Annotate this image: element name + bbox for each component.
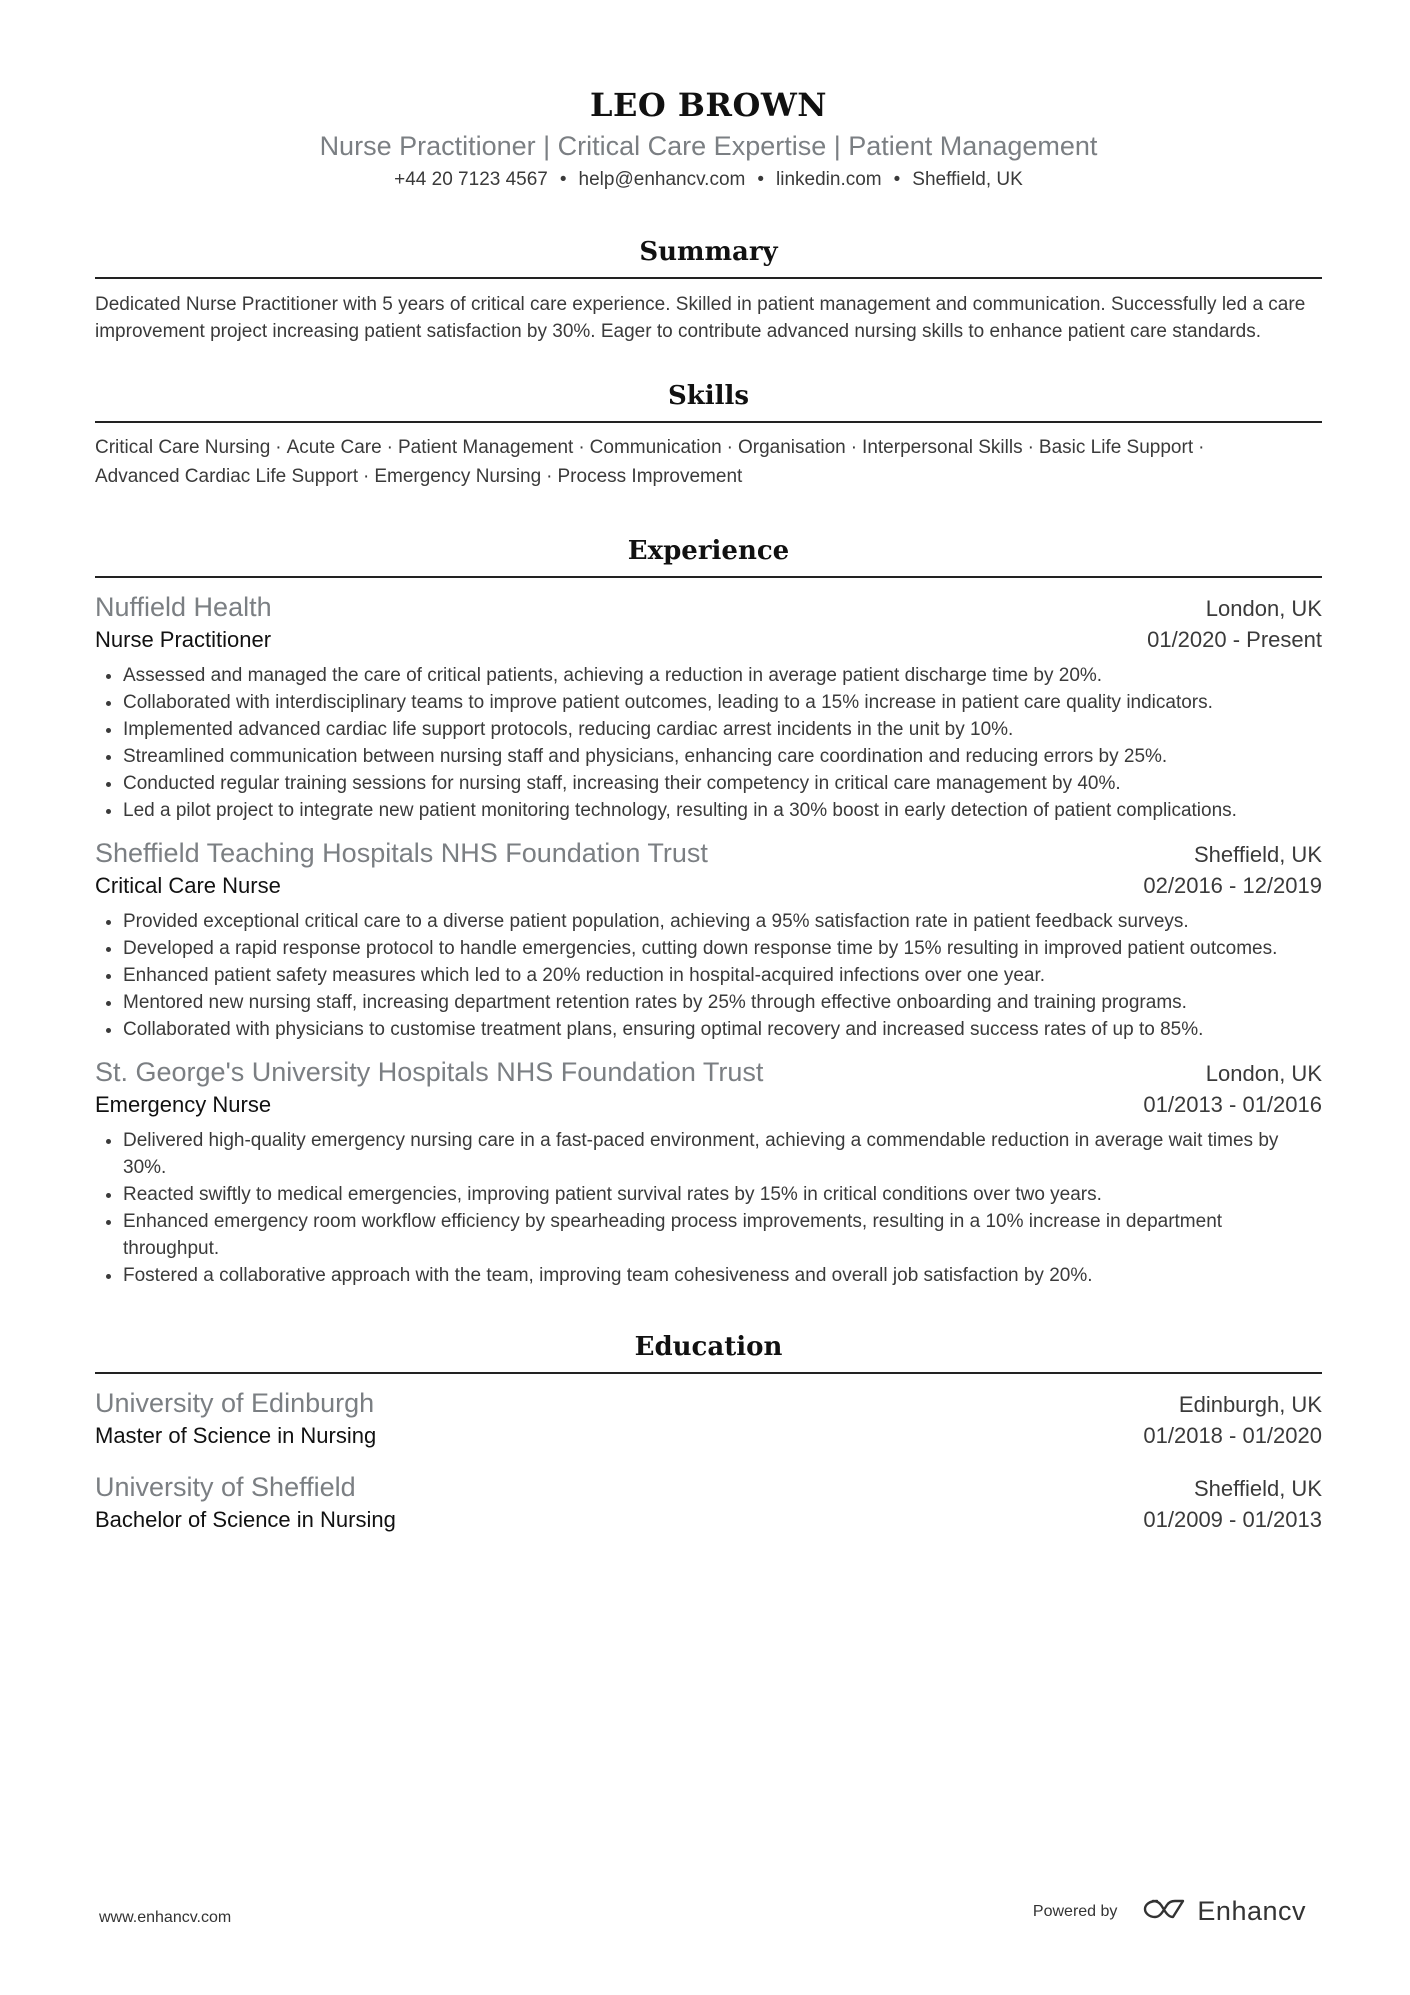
skill-separator: · bbox=[726, 437, 733, 458]
skill-separator: · bbox=[1027, 437, 1034, 458]
skills-list bbox=[95, 433, 1322, 491]
job-role-row bbox=[95, 1089, 1322, 1121]
candidate-name: LEO BROWN bbox=[589, 86, 828, 124]
school-location: Sheffield, UK bbox=[1193, 1476, 1322, 1501]
resume-header bbox=[95, 0, 1322, 192]
skills-section bbox=[95, 380, 1322, 491]
skill-separator: · bbox=[850, 437, 858, 458]
school-location: Edinburgh, UK bbox=[1178, 1392, 1322, 1417]
job-bullet: • Enhanced patient safety measures which led to a 20% reduction in hospital-acquired infections over one year. bbox=[123, 962, 1322, 989]
degree-name: Master of Science in Nursing bbox=[95, 1423, 377, 1448]
job-bullet: • Mentored new nursing staff, increasing department retention rates by 25% through effective onboarding and training programs. bbox=[123, 989, 1322, 1016]
school-name: University of Edinburgh bbox=[95, 1388, 375, 1418]
job-entry bbox=[95, 1055, 1322, 1289]
phone: +44 20 7123 4567 bbox=[394, 169, 548, 190]
job-header-row bbox=[95, 590, 1322, 624]
education-header-row bbox=[95, 1386, 1322, 1420]
job-bullets bbox=[95, 1127, 1322, 1289]
education-dates: 01/2018 - 01/2020 bbox=[1143, 1423, 1322, 1448]
education-entry bbox=[95, 1386, 1322, 1452]
email-link[interactable]: help@enhancv.com bbox=[578, 169, 746, 190]
job-bullet: • Implemented advanced cardiac life support protocols, reducing cardiac arrest incidents in the unit by 10%. bbox=[123, 716, 1322, 743]
job-bullet: • Collaborated with interdisciplinary teams to improve patient outcomes, leading to a 15% increase in patient care quality indicators. bbox=[123, 689, 1322, 716]
education-degree-row bbox=[95, 1504, 1322, 1536]
job-dates: 02/2016 - 12/2019 bbox=[1143, 873, 1322, 898]
experience-section bbox=[95, 535, 1322, 1289]
skill-item: Basic Life Support bbox=[1038, 437, 1194, 458]
school-name: University of Sheffield bbox=[95, 1472, 356, 1502]
job-bullet: • Provided exceptional critical care to a diverse patient population, achieving a 95% satisfaction rate in patient feedback surveys. bbox=[123, 908, 1322, 935]
job-role-row bbox=[95, 870, 1322, 902]
section-divider bbox=[95, 576, 1322, 578]
company-name: Sheffield Teaching Hospitals NHS Foundation Trust bbox=[95, 838, 708, 868]
company-name: Nuffield Health bbox=[95, 592, 272, 622]
job-role-row bbox=[95, 624, 1322, 656]
job-bullets bbox=[95, 908, 1322, 1043]
resume-page bbox=[95, 0, 1322, 1536]
job-role: Critical Care Nurse bbox=[95, 873, 281, 898]
job-bullet: • Delivered high-quality emergency nursing care in a fast-paced environment, achieving a commendable reduction in average wait times by 30%. bbox=[123, 1127, 1322, 1181]
skill-item: Interpersonal Skills bbox=[862, 437, 1023, 458]
section-title-summary: Summary bbox=[639, 237, 778, 267]
company-name: St. George's University Hospitals NHS Foundation Trust bbox=[95, 1057, 764, 1087]
job-location: London, UK bbox=[1205, 596, 1322, 621]
skill-item: Organisation bbox=[737, 437, 846, 458]
job-bullet: • Developed a rapid response protocol to handle emergencies, cutting down response time by 15% resulting in improved patient outcomes. bbox=[123, 935, 1322, 962]
skill-item: Communication bbox=[589, 437, 722, 458]
footer-website-link[interactable]: www.enhancv.com bbox=[99, 1909, 232, 1926]
skill-item: Advanced Cardiac Life Support bbox=[95, 466, 358, 487]
footer-branding bbox=[1033, 1896, 1306, 1927]
education-section bbox=[95, 1331, 1322, 1536]
job-bullet: • Reacted swiftly to medical emergencies, improving patient survival rates by 15% in critical conditions over two years. bbox=[123, 1181, 1322, 1208]
job-entry bbox=[95, 590, 1322, 824]
skill-item: Emergency Nursing bbox=[374, 466, 542, 487]
skill-separator: · bbox=[1198, 437, 1205, 458]
enhancv-logo-icon bbox=[1143, 1897, 1189, 1926]
linkedin-link[interactable]: linkedin.com bbox=[776, 169, 882, 190]
job-location: London, UK bbox=[1205, 1061, 1322, 1086]
skill-item: Acute Care bbox=[286, 437, 382, 458]
separator-dot: • bbox=[559, 169, 567, 190]
job-bullet: • Streamlined communication between nursing staff and physicians, enhancing care coordination and reducing errors by 25%. bbox=[123, 743, 1322, 770]
section-title-skills: Skills bbox=[667, 381, 750, 411]
section-divider bbox=[95, 421, 1322, 423]
job-bullet: • Led a pilot project to integrate new patient monitoring technology, resulting in a 30% boost in early detection of patient complications. bbox=[123, 797, 1322, 824]
brand-name: Enhancv bbox=[1197, 1896, 1306, 1926]
location: Sheffield, UK bbox=[912, 169, 1023, 190]
separator-dot: • bbox=[757, 169, 765, 190]
job-entry bbox=[95, 836, 1322, 1043]
education-dates: 01/2009 - 01/2013 bbox=[1143, 1507, 1322, 1532]
skill-item: Critical Care Nursing bbox=[95, 437, 271, 458]
skill-separator: · bbox=[546, 466, 553, 487]
job-bullet: • Enhanced emergency room workflow efficiency by spearheading process improvements, resulting in a 10% increase in department throughput. bbox=[123, 1208, 1322, 1262]
job-bullets bbox=[95, 662, 1322, 824]
degree-name: Bachelor of Science in Nursing bbox=[95, 1507, 396, 1532]
education-header-row bbox=[95, 1470, 1322, 1504]
summary-section bbox=[95, 236, 1322, 345]
skill-separator: · bbox=[578, 437, 585, 458]
job-bullet: • Collaborated with physicians to customise treatment plans, ensuring optimal recovery and increased success rates of up to 85%. bbox=[123, 1016, 1322, 1043]
skill-separator: · bbox=[275, 437, 282, 458]
skill-item: Process Improvement bbox=[557, 466, 743, 487]
skill-separator: · bbox=[363, 466, 370, 487]
section-divider bbox=[95, 1372, 1322, 1374]
separator-dot: • bbox=[893, 169, 901, 190]
job-bullet: • Assessed and managed the care of critical patients, achieving a reduction in average patient discharge time by 20%. bbox=[123, 662, 1322, 689]
job-bullet: • Conducted regular training sessions for nursing staff, increasing their competency in critical care management by 40%. bbox=[123, 770, 1322, 797]
job-header-row bbox=[95, 836, 1322, 870]
job-dates: 01/2013 - 01/2016 bbox=[1143, 1092, 1322, 1117]
candidate-title: Nurse Practitioner | Critical Care Expertise | Patient Management bbox=[319, 131, 1098, 161]
job-role: Emergency Nurse bbox=[95, 1092, 272, 1117]
job-dates: 01/2020 - Present bbox=[1147, 627, 1322, 652]
job-bullet: • Fostered a collaborative approach with the team, improving team cohesiveness and overall job satisfaction by 20%. bbox=[123, 1262, 1322, 1289]
section-divider bbox=[95, 277, 1322, 279]
summary-text: Dedicated Nurse Practitioner with 5 years of critical care experience. Skilled in patient management and communication. Successfully led a care improvement project increasing patient satisfaction by 30%. Eager to contribute advanced nursing skills to enhance patient care standards. bbox=[95, 294, 1306, 342]
contact-line bbox=[95, 168, 1322, 192]
education-entry bbox=[95, 1470, 1322, 1536]
skill-separator: · bbox=[386, 437, 393, 458]
job-location: Sheffield, UK bbox=[1193, 842, 1322, 867]
skill-item: Patient Management bbox=[397, 437, 574, 458]
job-role: Nurse Practitioner bbox=[95, 627, 272, 652]
section-title-education: Education bbox=[634, 1332, 783, 1362]
powered-by-label: Powered by bbox=[1032, 1902, 1118, 1920]
section-title-experience: Experience bbox=[627, 536, 790, 566]
education-degree-row bbox=[95, 1420, 1322, 1452]
job-header-row bbox=[95, 1055, 1322, 1089]
